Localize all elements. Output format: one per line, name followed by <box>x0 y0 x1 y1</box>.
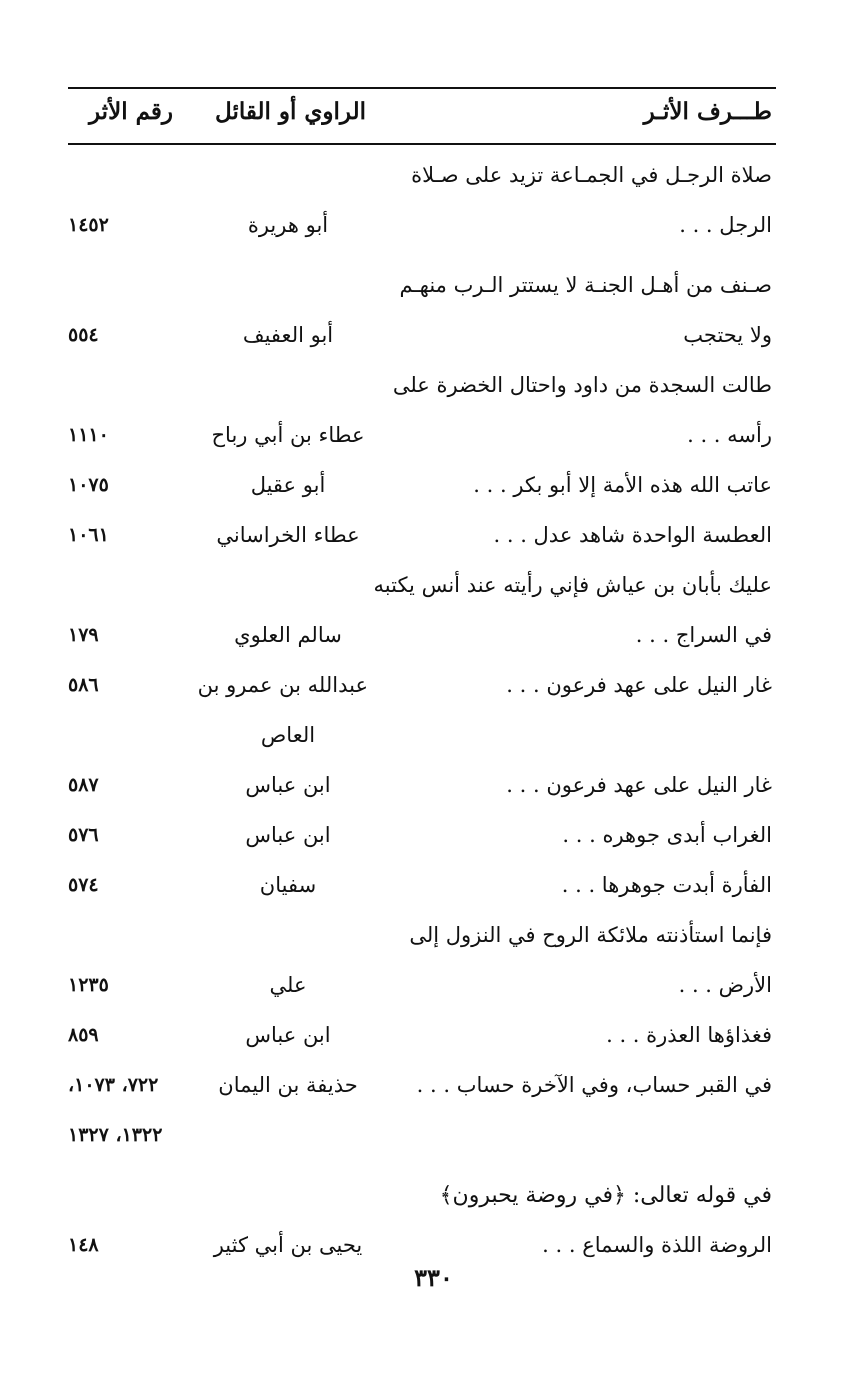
table-row <box>68 360 776 410</box>
header-rawi: الراوي أو القائل <box>215 98 366 125</box>
athar-number: ١٤٥٢ <box>68 214 109 236</box>
athar-text: في السراج . . . <box>635 623 772 647</box>
table-row <box>68 1060 776 1110</box>
rawi-name: ابن عباس <box>245 773 331 797</box>
table-row <box>68 960 776 1010</box>
table-row <box>68 150 776 200</box>
athar-number: ١٧٩ <box>68 624 99 646</box>
rawi-name: حذيفة بن اليمان <box>218 1073 358 1097</box>
rawi-name: ابن عباس <box>245 1023 331 1047</box>
athar-text: غار النيل على عهد فرعون . . . <box>506 673 772 697</box>
table-row <box>68 410 776 460</box>
athar-number: ٥٨٧ <box>68 774 99 796</box>
table-row <box>68 510 776 560</box>
table-row <box>68 860 776 910</box>
page-number: ٣٣٠ <box>414 1263 453 1292</box>
rawi-name: أبو هريرة <box>247 213 329 237</box>
athar-number: ١٠٧٥ <box>68 474 109 496</box>
table-row <box>68 660 776 710</box>
athar-text: صـنف من أهـل الجنـة لا يستتر الـرب منهـم <box>399 273 772 297</box>
athar-text: صلاة الرجـل في الجمـاعة تزيد على صـلاة <box>411 163 772 187</box>
athar-text: عليك بأبان بن عياش فإني رأيته عند أنس يكتبه <box>373 573 772 597</box>
rawi-name: العاص <box>260 723 316 747</box>
athar-number: ٥٧٤ <box>68 874 99 896</box>
header-bottom-rule <box>68 143 776 145</box>
table-row <box>68 200 776 250</box>
athar-number: ١٤٨ <box>68 1234 99 1256</box>
table-row <box>68 1170 776 1220</box>
athar-text: غار النيل على عهد فرعون . . . <box>506 773 772 797</box>
table-row <box>68 1010 776 1060</box>
athar-text: الروضة اللذة والسماع . . . <box>542 1233 772 1257</box>
athar-text: في القبر حساب، وفي الآخرة حساب . . . <box>416 1073 772 1097</box>
athar-number: ١٠٦١ <box>68 524 109 546</box>
header-number: رقم الأثر <box>88 98 173 125</box>
athar-text: الفأرة أبدت جوهرها . . . <box>561 873 772 897</box>
athar-text: عاتب الله هذه الأمة إلا أبو بكر . . . <box>473 473 772 497</box>
athar-text <box>440 1170 772 1221</box>
header-athar: طـــرف الأثـر <box>643 98 772 125</box>
rawi-name: سالم العلوي <box>234 623 342 647</box>
table-row <box>68 310 776 360</box>
header-top-rule <box>68 87 776 89</box>
athar-number: ٥٥٤ <box>68 324 99 346</box>
rawi-name: عبدالله بن عمرو بن <box>197 673 368 697</box>
table-row <box>68 710 776 760</box>
rawi-name: ابن عباس <box>245 823 331 847</box>
rawi-name: عطاء الخراساني <box>216 523 360 547</box>
table-row <box>68 610 776 660</box>
athar-number: ٥٨٦ <box>68 674 99 696</box>
table-row <box>68 460 776 510</box>
athar-text: رأسه . . . <box>687 423 772 447</box>
athar-text: الغراب أبدى جوهره . . . <box>562 823 772 847</box>
table-row <box>68 760 776 810</box>
athar-number: ١١١٠ <box>68 424 109 446</box>
athar-number: ٧٢٢، ١٠٧٣، <box>68 1074 159 1096</box>
rawi-name: أبو عقيل <box>250 473 326 497</box>
rawi-name: سفيان <box>259 873 317 897</box>
table-row <box>68 810 776 860</box>
athar-text: الرجل . . . <box>679 213 772 237</box>
table-row <box>68 260 776 310</box>
athar-text: طالت السجدة من داود واحتال الخضرة على <box>392 373 772 397</box>
rawi-name: يحيى بن أبي كثير <box>213 1233 363 1257</box>
table-row <box>68 560 776 610</box>
table-header <box>68 92 776 140</box>
athar-number: ٥٧٦ <box>68 824 99 846</box>
athar-text: الأرض . . . <box>678 973 772 997</box>
rawi-name: عطاء بن أبي رباح <box>211 423 365 447</box>
athar-number: ٨٥٩ <box>68 1024 99 1046</box>
index-table-body <box>68 150 776 1270</box>
quran-verse: في قوله تعالى: ﴿في روضة يحبرون﴾ <box>439 1183 772 1208</box>
table-row <box>68 910 776 960</box>
athar-text: ولا يحتجب <box>683 323 772 347</box>
table-row <box>68 1110 776 1160</box>
athar-number: ١٣٢٢، ١٣٢٧ <box>68 1124 163 1146</box>
athar-text: فإنما استأذنته ملائكة الروح في النزول إلى <box>409 923 772 947</box>
rawi-name: أبو العفيف <box>242 323 334 347</box>
athar-number: ١٢٣٥ <box>68 974 109 996</box>
athar-text: فغذاؤها العذرة . . . <box>606 1023 772 1047</box>
athar-text: العطسة الواحدة شاهد عدل . . . <box>493 523 772 547</box>
rawi-name: علي <box>269 973 307 997</box>
